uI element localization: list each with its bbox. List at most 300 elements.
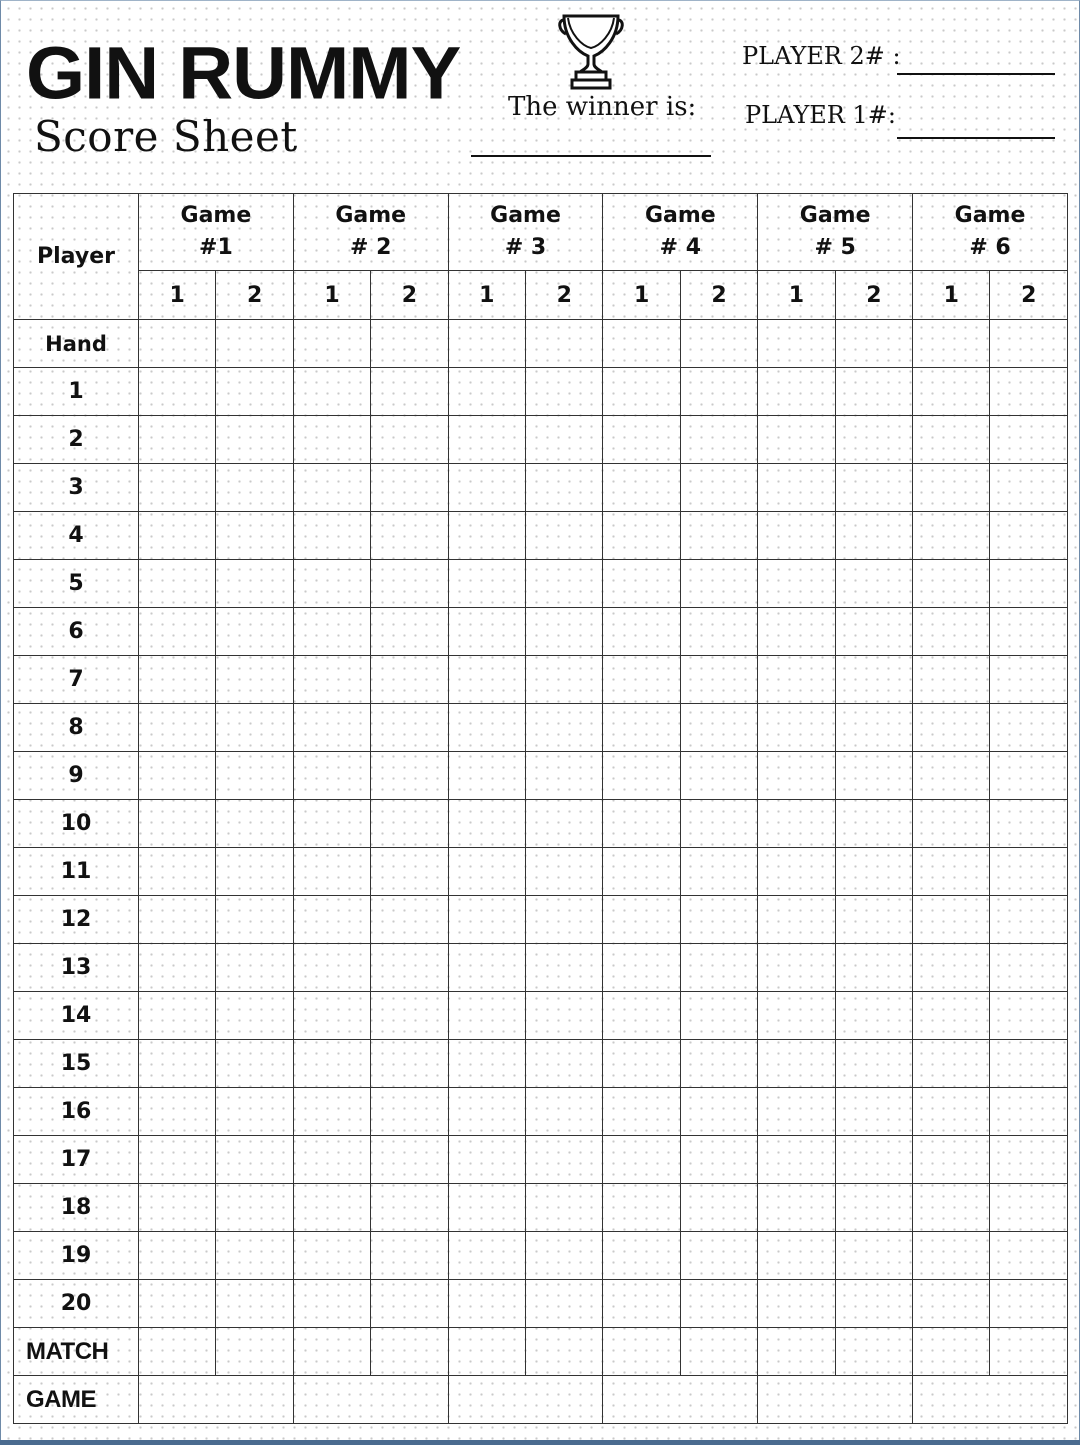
score-cell[interactable] [293,896,370,944]
score-cell[interactable] [758,848,835,896]
score-cell[interactable] [913,800,990,848]
score-cell[interactable] [293,992,370,1040]
score-cell[interactable] [758,1136,835,1184]
score-cell[interactable] [293,944,370,992]
player1-write-line[interactable] [897,137,1055,139]
score-cell[interactable] [216,464,293,512]
score-cell[interactable] [913,1232,990,1280]
score-cell[interactable] [526,944,603,992]
score-cell[interactable] [526,416,603,464]
score-cell[interactable] [448,896,525,944]
hand-5-row [14,560,1068,608]
score-cell[interactable] [139,1232,216,1280]
score-cell[interactable] [758,416,835,464]
game-1-header: Game #1 [139,194,294,271]
score-cell[interactable] [526,1328,603,1376]
score-cell[interactable] [448,512,525,560]
score-cell[interactable] [526,512,603,560]
bottom-border [0,1440,1080,1445]
score-cell[interactable] [371,704,448,752]
score-cell[interactable] [448,1088,525,1136]
score-cell[interactable] [990,560,1068,608]
score-cell[interactable] [216,416,293,464]
score-cell[interactable] [371,368,448,416]
score-cell[interactable] [448,1136,525,1184]
score-cell[interactable] [758,752,835,800]
score-cell[interactable] [835,896,912,944]
score-cell[interactable] [293,1280,370,1328]
score-cell[interactable] [758,320,835,368]
score-cell[interactable] [448,608,525,656]
score-cell[interactable] [990,416,1068,464]
score-cell[interactable] [990,944,1068,992]
score-cell[interactable] [371,896,448,944]
score-cell[interactable] [293,704,370,752]
score-cell[interactable] [526,800,603,848]
score-cell[interactable] [913,320,990,368]
score-cell[interactable] [603,992,680,1040]
score-cell[interactable] [835,848,912,896]
score-cell[interactable] [139,464,216,512]
score-cell[interactable] [835,704,912,752]
score-cell[interactable] [603,560,680,608]
score-cell[interactable] [526,1088,603,1136]
score-cell[interactable] [139,1280,216,1328]
score-cell[interactable] [448,800,525,848]
hand-19-row [14,1232,1068,1280]
score-cell[interactable] [293,1328,370,1376]
score-cell[interactable] [913,848,990,896]
hand-8-row [14,704,1068,752]
score-cell[interactable] [680,464,757,512]
hand-1-row-label: 1 [14,368,139,416]
score-cell[interactable] [758,560,835,608]
score-cell[interactable] [758,1280,835,1328]
score-cell[interactable] [758,1184,835,1232]
score-cell[interactable] [913,1328,990,1376]
game-total-cell[interactable] [758,1376,913,1424]
score-cell[interactable] [758,896,835,944]
score-cell[interactable] [526,368,603,416]
winner-write-line[interactable] [471,155,711,157]
score-cell[interactable] [990,992,1068,1040]
score-cell[interactable] [448,944,525,992]
score-cell[interactable] [680,1328,757,1376]
score-cell[interactable] [835,1328,912,1376]
score-cell[interactable] [990,1328,1068,1376]
score-cell[interactable] [990,1088,1068,1136]
score-cell[interactable] [758,1328,835,1376]
score-cell[interactable] [139,752,216,800]
score-cell[interactable] [913,1136,990,1184]
hand-11-row-label: 11 [14,848,139,896]
score-cell[interactable] [990,704,1068,752]
score-cell[interactable] [293,656,370,704]
score-cell[interactable] [913,1040,990,1088]
score-cell[interactable] [371,1184,448,1232]
score-cell[interactable] [680,1280,757,1328]
score-cell[interactable] [835,368,912,416]
score-cell[interactable] [293,1040,370,1088]
score-cell[interactable] [448,704,525,752]
score-cell[interactable] [371,1040,448,1088]
score-cell[interactable] [526,1232,603,1280]
score-cell[interactable] [758,944,835,992]
score-cell[interactable] [913,992,990,1040]
score-cell[interactable] [139,992,216,1040]
score-cell[interactable] [913,896,990,944]
score-cell[interactable] [216,848,293,896]
score-cell[interactable] [758,464,835,512]
score-cell[interactable] [758,704,835,752]
score-cell[interactable] [758,1232,835,1280]
score-cell[interactable] [913,1088,990,1136]
score-cell[interactable] [526,560,603,608]
score-cell[interactable] [680,1040,757,1088]
score-cell[interactable] [216,560,293,608]
score-cell[interactable] [680,1136,757,1184]
score-cell[interactable] [216,800,293,848]
score-cell[interactable] [216,1088,293,1136]
score-cell[interactable] [526,320,603,368]
score-cell[interactable] [680,512,757,560]
score-cell[interactable] [603,1136,680,1184]
hand-1-row [14,368,1068,416]
score-cell[interactable] [448,320,525,368]
score-cell[interactable] [680,1184,757,1232]
score-cell[interactable] [526,464,603,512]
score-cell[interactable] [990,512,1068,560]
score-cell[interactable] [680,704,757,752]
score-cell[interactable] [603,800,680,848]
score-cell[interactable] [216,320,293,368]
score-cell[interactable] [758,608,835,656]
score-cell[interactable] [990,1184,1068,1232]
score-cell[interactable] [293,608,370,656]
score-cell[interactable] [216,1328,293,1376]
score-cell[interactable] [603,704,680,752]
score-cell[interactable] [913,608,990,656]
score-cell[interactable] [990,1232,1068,1280]
score-cell[interactable] [603,1280,680,1328]
score-cell[interactable] [603,1088,680,1136]
score-cell[interactable] [526,992,603,1040]
score-cell[interactable] [680,608,757,656]
hand-9-row [14,752,1068,800]
score-cell[interactable] [758,368,835,416]
score-cell[interactable] [990,848,1068,896]
score-cell[interactable] [371,560,448,608]
game-row-label: GAME [14,1376,139,1424]
hand-10-row-label: 10 [14,800,139,848]
score-cell[interactable] [139,1136,216,1184]
score-cell[interactable] [680,416,757,464]
score-cell[interactable] [603,1328,680,1376]
score-cell[interactable] [139,944,216,992]
score-cell[interactable] [139,320,216,368]
hand-row [14,320,1068,368]
hand-19-row-label: 19 [14,1232,139,1280]
score-cell[interactable] [990,1136,1068,1184]
score-cell[interactable] [990,1280,1068,1328]
score-cell[interactable] [603,608,680,656]
score-cell[interactable] [216,368,293,416]
score-cell[interactable] [139,1040,216,1088]
score-cell[interactable] [990,896,1068,944]
score-cell[interactable] [448,1184,525,1232]
score-cell[interactable] [371,512,448,560]
game-2-header: Game # 2 [293,194,448,271]
hand-18-row-label: 18 [14,1184,139,1232]
game-total-cell[interactable] [913,1376,1068,1424]
score-cell[interactable] [680,944,757,992]
score-cell[interactable] [293,560,370,608]
score-cell[interactable] [293,512,370,560]
score-cell[interactable] [680,1232,757,1280]
score-cell[interactable] [835,1232,912,1280]
game-2-player-2-header: 2 [371,271,448,320]
score-cell[interactable] [371,944,448,992]
score-cell[interactable] [139,368,216,416]
score-cell[interactable] [139,560,216,608]
score-cell[interactable] [139,704,216,752]
score-cell[interactable] [990,320,1068,368]
score-cell[interactable] [448,1328,525,1376]
game-total-cell[interactable] [293,1376,448,1424]
score-cell[interactable] [293,416,370,464]
score-cell[interactable] [835,320,912,368]
score-cell[interactable] [913,368,990,416]
score-cell[interactable] [448,656,525,704]
score-cell[interactable] [603,512,680,560]
score-cell[interactable] [603,1040,680,1088]
score-cell[interactable] [990,608,1068,656]
score-cell[interactable] [448,752,525,800]
score-cell[interactable] [448,368,525,416]
score-cell[interactable] [216,656,293,704]
game-1-player-2-header: 2 [216,271,293,320]
score-cell[interactable] [139,656,216,704]
score-cell[interactable] [293,1136,370,1184]
score-cell[interactable] [526,1280,603,1328]
score-cell[interactable] [526,1040,603,1088]
score-cell[interactable] [293,752,370,800]
game-total-cell[interactable] [139,1376,294,1424]
score-cell[interactable] [371,464,448,512]
score-cell[interactable] [680,992,757,1040]
score-cell[interactable] [293,368,370,416]
score-cell[interactable] [371,1328,448,1376]
score-cell[interactable] [216,992,293,1040]
score-cell[interactable] [526,608,603,656]
score-cell[interactable] [526,1184,603,1232]
score-cell[interactable] [371,1136,448,1184]
score-cell[interactable] [758,800,835,848]
score-cell[interactable] [448,848,525,896]
score-cell[interactable] [216,608,293,656]
score-cell[interactable] [293,1232,370,1280]
score-cell[interactable] [990,800,1068,848]
score-cell[interactable] [371,320,448,368]
score-cell[interactable] [603,416,680,464]
score-cell[interactable] [835,1136,912,1184]
score-cell[interactable] [139,896,216,944]
score-cell[interactable] [835,1280,912,1328]
score-cell[interactable] [680,1088,757,1136]
game-3-player-1-header: 1 [448,271,525,320]
score-cell[interactable] [139,848,216,896]
score-cell[interactable] [990,368,1068,416]
score-cell[interactable] [603,1184,680,1232]
score-cell[interactable] [758,1040,835,1088]
score-cell[interactable] [835,464,912,512]
score-table [13,193,1068,1424]
score-cell[interactable] [293,800,370,848]
score-cell[interactable] [990,752,1068,800]
score-cell[interactable] [526,848,603,896]
score-cell[interactable] [680,896,757,944]
score-cell[interactable] [835,416,912,464]
hand-13-row-label: 13 [14,944,139,992]
score-cell[interactable] [448,992,525,1040]
score-cell[interactable] [835,1040,912,1088]
score-cell[interactable] [216,752,293,800]
score-cell[interactable] [603,656,680,704]
hand-5-row-label: 5 [14,560,139,608]
score-cell[interactable] [913,560,990,608]
score-cell[interactable] [216,1040,293,1088]
score-cell[interactable] [913,1280,990,1328]
score-cell[interactable] [216,896,293,944]
score-cell[interactable] [913,656,990,704]
score-cell[interactable] [603,896,680,944]
score-cell[interactable] [139,1328,216,1376]
score-cell[interactable] [216,704,293,752]
score-cell[interactable] [216,1136,293,1184]
score-cell[interactable] [913,416,990,464]
score-cell[interactable] [216,1184,293,1232]
score-cell[interactable] [835,560,912,608]
score-cell[interactable] [448,560,525,608]
score-cell[interactable] [139,608,216,656]
score-cell[interactable] [835,944,912,992]
score-cell[interactable] [448,416,525,464]
score-cell[interactable] [603,752,680,800]
score-cell[interactable] [913,464,990,512]
score-cell[interactable] [293,320,370,368]
score-cell[interactable] [603,848,680,896]
hand-16-row-label: 16 [14,1088,139,1136]
score-cell[interactable] [371,1232,448,1280]
score-cell[interactable] [603,464,680,512]
score-cell[interactable] [835,752,912,800]
score-cell[interactable] [371,1088,448,1136]
game-total-cell[interactable] [603,1376,758,1424]
score-cell[interactable] [293,848,370,896]
score-cell[interactable] [835,1088,912,1136]
score-cell[interactable] [835,800,912,848]
score-cell[interactable] [835,656,912,704]
game-row [14,1376,1068,1424]
score-cell[interactable] [603,1232,680,1280]
score-cell[interactable] [603,320,680,368]
score-cell[interactable] [680,656,757,704]
score-cell[interactable] [526,656,603,704]
score-cell[interactable] [758,1088,835,1136]
score-cell[interactable] [371,416,448,464]
score-cell[interactable] [526,896,603,944]
score-cell[interactable] [139,512,216,560]
score-cell[interactable] [680,560,757,608]
score-cell[interactable] [371,608,448,656]
score-cell[interactable] [913,752,990,800]
score-cell[interactable] [216,1280,293,1328]
score-cell[interactable] [680,752,757,800]
score-cell[interactable] [913,944,990,992]
score-cell[interactable] [913,512,990,560]
score-cell[interactable] [680,800,757,848]
score-cell[interactable] [293,464,370,512]
game-total-cell[interactable] [448,1376,603,1424]
score-cell[interactable] [913,1184,990,1232]
score-cell[interactable] [448,464,525,512]
game-6-player-2-header: 2 [990,271,1068,320]
score-cell[interactable] [526,704,603,752]
score-cell[interactable] [216,1232,293,1280]
score-cell[interactable] [526,752,603,800]
score-cell[interactable] [371,656,448,704]
score-cell[interactable] [139,1088,216,1136]
score-cell[interactable] [448,1040,525,1088]
score-cell[interactable] [758,656,835,704]
score-cell[interactable] [139,800,216,848]
score-cell[interactable] [680,320,757,368]
score-cell[interactable] [835,512,912,560]
score-cell[interactable] [758,512,835,560]
score-cell[interactable] [835,992,912,1040]
score-cell[interactable] [216,944,293,992]
player-subheader-row [14,271,1068,320]
score-cell[interactable] [913,704,990,752]
score-cell[interactable] [603,944,680,992]
score-cell[interactable] [371,800,448,848]
score-cell[interactable] [758,992,835,1040]
game-6-player-1-header: 1 [913,271,990,320]
score-cell[interactable] [139,1184,216,1232]
score-cell[interactable] [139,416,216,464]
score-cell[interactable] [371,1280,448,1328]
score-cell[interactable] [990,656,1068,704]
score-cell[interactable] [371,992,448,1040]
score-cell[interactable] [293,1184,370,1232]
score-cell[interactable] [990,464,1068,512]
score-cell[interactable] [680,848,757,896]
score-cell[interactable] [990,1040,1068,1088]
score-cell[interactable] [448,1232,525,1280]
score-cell[interactable] [526,1136,603,1184]
hand-20-row [14,1280,1068,1328]
score-cell[interactable] [835,1184,912,1232]
score-cell[interactable] [216,512,293,560]
score-cell[interactable] [680,368,757,416]
score-cell[interactable] [603,368,680,416]
score-cell[interactable] [371,752,448,800]
score-cell[interactable] [371,848,448,896]
score-cell[interactable] [835,608,912,656]
score-cell[interactable] [293,1088,370,1136]
player2-write-line[interactable] [897,73,1055,75]
score-cell[interactable] [448,1280,525,1328]
